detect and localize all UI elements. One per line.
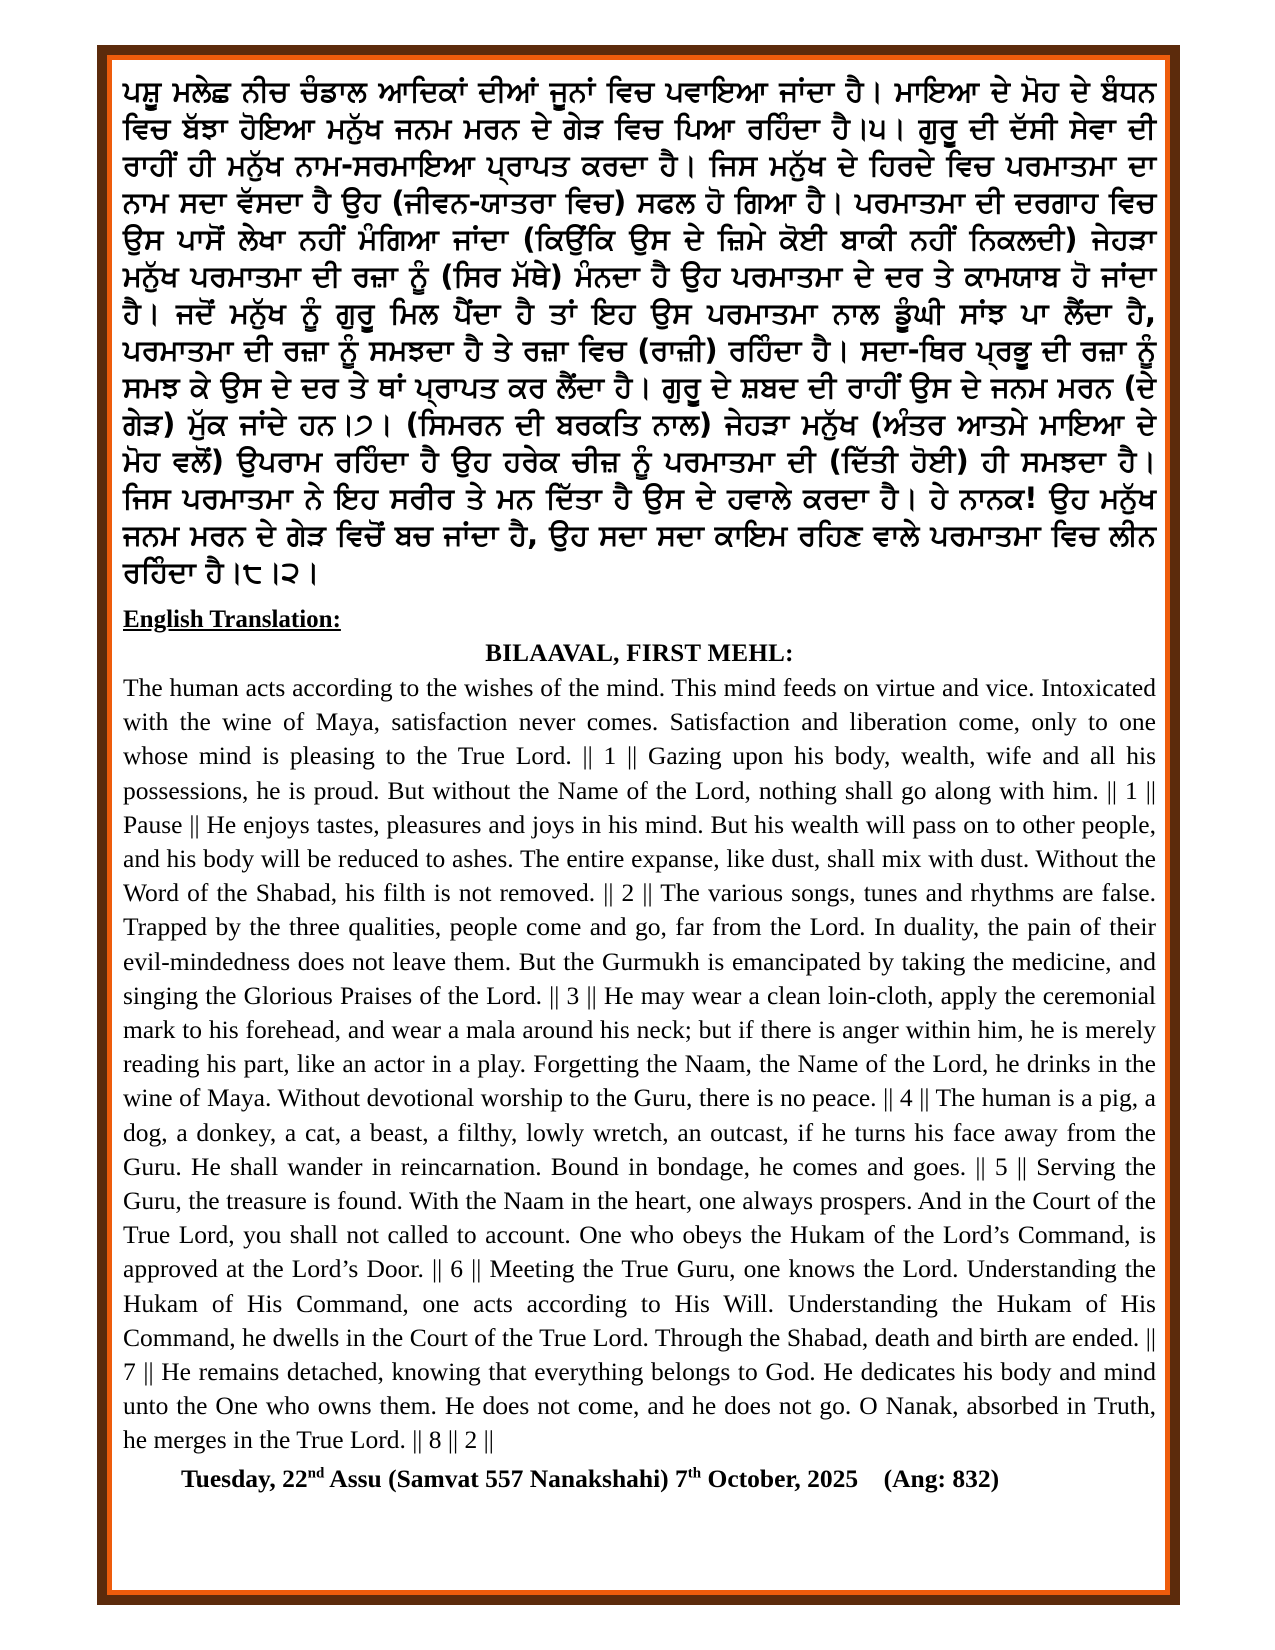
date-ordinal-nd: nd xyxy=(307,1465,325,1482)
shabad-title: BILAAVAL, FIRST MEHL: xyxy=(485,640,794,667)
english-translation-body: The human acts according to the wishes of the mind. This mind feeds on virtue and vice. Intoxicated with the wine of Maya, satisfaction never comes. Satisfaction and liberation come, only to one whose mind is pleasing to the True Lord. || 1 || Gazing upon his body, wealth, wife and all his possessions, he is proud. But without the Name of the Lord, nothing shall go along with him. || 1 || Pause || He enjoys tastes, pleasures and joys in his mind. But his wealth will pass on to other people, and his body will be reduced to ashes. The entire expanse, like dust, shall mix with dust. Without the Word of the Shabad, his filth is not removed. || 2 || The various songs, tunes and rhythms are false. Trapped by the three qualities, people come and go, far from the Lord. In duality, the pain of their evil-mindedness does not leave them. But the Gurmukh is emancipated by taking the medicine, and singing the Glorious Praises of the Lord. || 3 || He may wear a clean loin-cloth, apply the ceremonial mark to his forehead, and wear a mala around his neck; but if there is anger within him, he is merely reading his part, like an actor in a play. Forgetting the Naam, the Name of the Lord, he drinks in the wine of Maya. Without devotional worship to the Guru, there is no peace. || 4 || The human is a pig, a dog, a donkey, a cat, a beast, a filthy, lowly wretch, an outcast, if he turns his face away from the Guru. He shall wander in reincarnation. Bound in bondage, he comes and goes. || 5 || Serving the Guru, the treasure is found. With the Naam in the heart, one always prospers. And in the Court of the True Lord, you shall not called to account. One who obeys the Hukam of the Lord’s Command, is approved at the Lord’s Door. || 6 || Meeting the True Guru, one knows the Lord. Understanding the Hukam of His Command, one acts according to His Will. Understanding the Hukam of His Command, he dwells in the Court of the True Lord. Through the Shabad, death and birth are ended. || 7 || He remains detached, knowing that everything belongs to God. He dedicates his body and mind unto the One who owns them. He does not come, and he does not go. O Nanak, absorbed in Truth, he merges in the True Lord. || 8 || 2 || xyxy=(123,673,1156,1455)
date-text-mid: Assu (Samvat 557 Nanakshahi) 7 xyxy=(324,1463,688,1493)
date-text-prefix: Tuesday, 22 xyxy=(181,1463,308,1493)
date-ordinal-th: th xyxy=(687,1465,702,1482)
page-content xyxy=(112,60,1165,1590)
date-text-suffix: October, 2025 (Ang: 832) xyxy=(701,1463,1000,1493)
english-translation-heading: English Translation: xyxy=(123,606,341,633)
page-border-outer xyxy=(97,45,1180,1605)
punjabi-commentary-paragraph: ਪਸ਼ੂ ਮਲੇਛ ਨੀਚ ਚੰਡਾਲ ਆਦਿਕਾਂ ਦੀਆਂ ਜੂਨਾਂ ਵਿਚ ਪਵਾਇਆ ਜਾਂਦਾ ਹੈ। ਮਾਇਆ ਦੇ ਮੋਹ ਦੇ ਬੰਧਨ ਵਿਚ ਬੱਝਾ ਹੋਇਆ ਮਨੁੱਖ ਜਨਮ ਮਰਨ ਦੇ ਗੇੜ ਵਿਚ ਪਿਆ ਰਹਿੰਦਾ ਹੈ।੫। ਗੁਰੂ ਦੀ ਦੱਸੀ ਸੇਵਾ ਦੀ ਰਾਹੀਂ ਹੀ ਮਨੁੱਖ ਨਾਮ-ਸਰਮਾਇਆ ਪ੍ਰਾਪਤ ਕਰਦਾ ਹੈ। ਜਿਸ ਮਨੁੱਖ ਦੇ ਹਿਰਦੇ ਵਿਚ ਪਰਮਾਤਮਾ ਦਾ ਨਾਮ ਸਦਾ ਵੱਸਦਾ ਹੈ ਉਹ (ਜੀਵਨ-ਯਾਤਰਾ ਵਿਚ) ਸਫਲ ਹੋ ਗਿਆ ਹੈ। ਪਰਮਾਤਮਾ ਦੀ ਦਰਗਾਹ ਵਿਚ ਉਸ ਪਾਸੋਂ ਲੇਖਾ ਨਹੀਂ ਮੰਗਿਆ ਜਾਂਦਾ (ਕਿਉਂਕਿ ਉਸ ਦੇ ਜ਼ਿਮੇ ਕੋਈ ਬਾਕੀ ਨਹੀਂ ਨਿਕਲਦੀ) ਜੇਹੜਾ ਮਨੁੱਖ ਪਰਮਾਤਮਾ ਦੀ ਰਜ਼ਾ ਨੂੰ (ਸਿਰ ਮੱਥੇ) ਮੰਨਦਾ ਹੈ ਉਹ ਪਰਮਾਤਮਾ ਦੇ ਦਰ ਤੇ ਕਾਮਯਾਬ ਹੋ ਜਾਂਦਾ ਹੈ। ਜਦੋਂ ਮਨੁੱਖ ਨੂੰ ਗੁਰੂ ਮਿਲ ਪੈਂਦਾ ਹੈ ਤਾਂ ਇਹ ਉਸ ਪਰਮਾਤਮਾ ਨਾਲ ਡੂੰਘੀ ਸਾਂਝ ਪਾ ਲੈਂਦਾ ਹੈ, ਪਰਮਾਤਮਾ ਦੀ ਰਜ਼ਾ ਨੂੰ ਸਮਝਦਾ ਹੈ ਤੇ ਰਜ਼ਾ ਵਿਚ (ਰਾਜ਼ੀ) ਰਹਿੰਦਾ ਹੈ। ਸਦਾ-ਥਿਰ ਪ੍ਰਭੂ ਦੀ ਰਜ਼ਾ ਨੂੰ ਸਮਝ ਕੇ ਉਸ ਦੇ ਦਰ ਤੇ ਥਾਂ ਪ੍ਰਾਪਤ ਕਰ ਲੈਂਦਾ ਹੈ। ਗੁਰੂ ਦੇ ਸ਼ਬਦ ਦੀ ਰਾਹੀਂ ਉਸ ਦੇ ਜਨਮ ਮਰਨ (ਦੇ ਗੇੜ) ਮੁੱਕ ਜਾਂਦੇ ਹਨ।੭। (ਸਿਮਰਨ ਦੀ ਬਰਕਤਿ ਨਾਲ) ਜੇਹੜਾ ਮਨੁੱਖ (ਅੰਤਰ ਆਤਮੇ ਮਾਇਆ ਦੇ ਮੋਹ ਵਲੋਂ) ਉਪਰਾਮ ਰਹਿੰਦਾ ਹੈ ਉਹ ਹਰੇਕ ਚੀਜ਼ ਨੂੰ ਪਰਮਾਤਮਾ ਦੀ (ਦਿੱਤੀ ਹੋਈ) ਹੀ ਸਮਝਦਾ ਹੈ। ਜਿਸ ਪਰਮਾਤਮਾ ਨੇ ਇਹ ਸਰੀਰ ਤੇ ਮਨ ਦਿੱਤਾ ਹੈ ਉਸ ਦੇ ਹਵਾਲੇ ਕਰਦਾ ਹੈ। ਹੇ ਨਾਨਕ! ਉਹ ਮਨੁੱਖ ਜਨਮ ਮਰਨ ਦੇ ਗੇੜ ਵਿਚੋਂ ਬਚ ਜਾਂਦਾ ਹੈ, ਉਹ ਸਦਾ ਸਦਾ ਕਾਇਮ ਰਹਿਣ ਵਾਲੇ ਪਰਮਾਤਮਾ ਵਿਚ ਲੀਨ ਰਹਿੰਦਾ ਹੈ।੮।੨। xyxy=(123,74,1156,589)
date-line xyxy=(123,1462,1156,1496)
page-border-inner xyxy=(107,55,1170,1595)
